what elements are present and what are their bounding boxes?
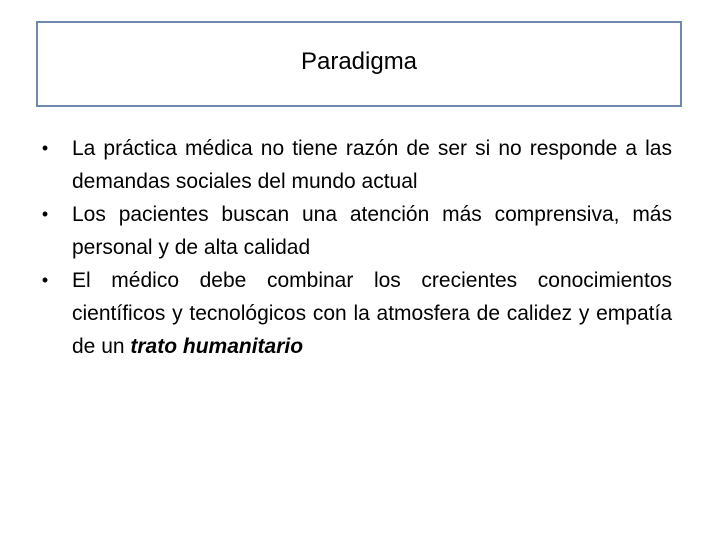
bullet-text: La práctica médica no tiene razón de ser si no responde a las demandas sociales del mundo actual (72, 137, 672, 193)
emphasized-text: trato humanitario (130, 335, 304, 358)
bullet-item (32, 198, 672, 264)
bullet-item (32, 264, 672, 363)
bullet-list (32, 132, 672, 363)
slide-title: Paradigma (300, 48, 418, 75)
bullet-item (32, 132, 672, 198)
bullet-icon: • (41, 204, 49, 224)
bullet-icon: • (41, 270, 49, 290)
title-box (36, 21, 682, 107)
bullet-text: Los pacientes buscan una atención más comprensiva, más personal y de alta calidad (72, 203, 672, 259)
bullet-icon: • (41, 138, 49, 158)
bullet-text: El médico debe combinar los crecientes conocimientos científicos y tecnológicos con la atmosfera de calidez y empatía de un (72, 269, 672, 358)
